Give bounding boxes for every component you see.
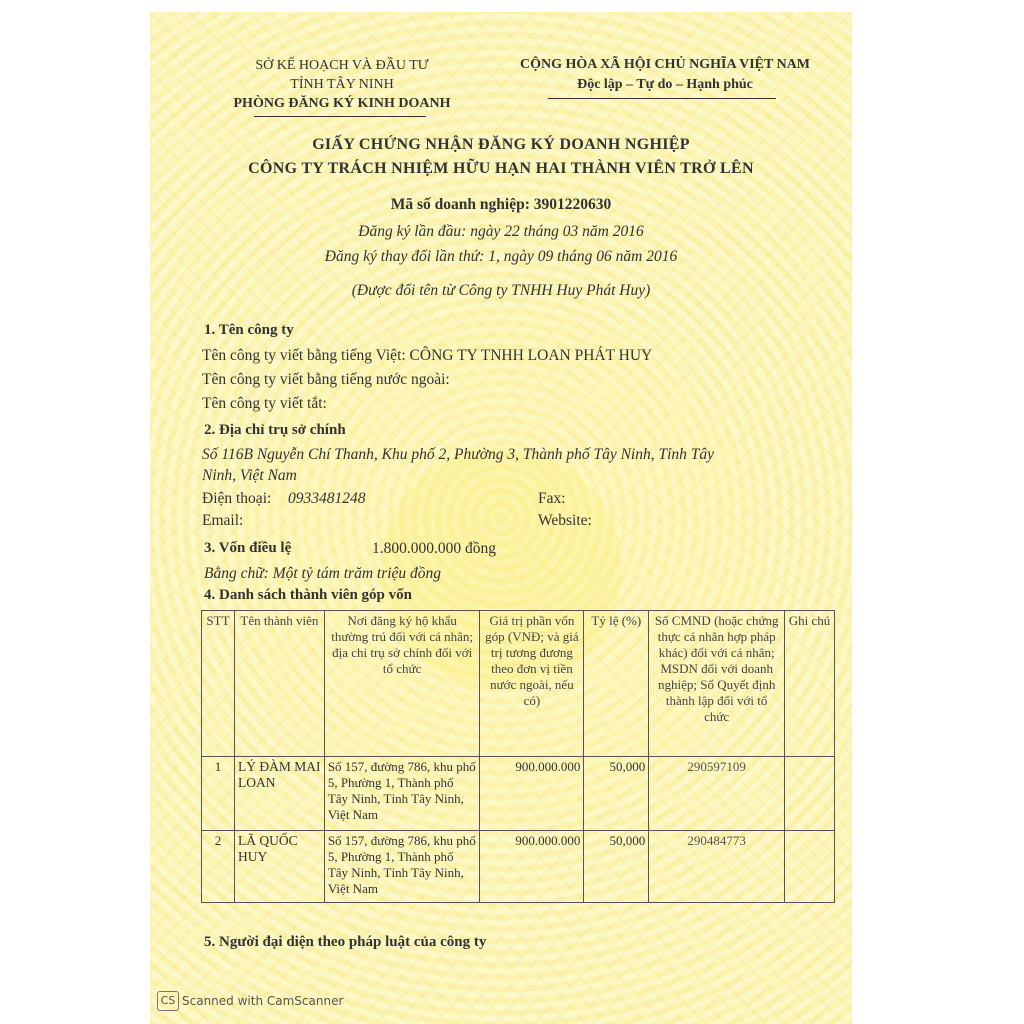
address-line2: Ninh, Việt Nam [202, 467, 297, 484]
phone-label: Điện thoại: [202, 490, 272, 507]
row-note [785, 757, 835, 831]
row-address: Số 157, đường 786, khu phố 5, Phường 1, Thành phố Tây Ninh, Tỉnh Tây Ninh, Việt Nam [324, 831, 480, 903]
address-line1: Số 116B Nguyễn Chí Thanh, Khu phố 2, Phường 3, Thành phố Tây Ninh, Tỉnh Tây [202, 446, 715, 463]
company-name-foreign: Tên công ty viết bằng tiếng nước ngoài: [202, 371, 450, 388]
row-capital: 900.000.000 [480, 757, 584, 831]
row-address: Số 157, đường 786, khu phố 5, Phường 1, Thành phố Tây Ninh, Tỉnh Tây Ninh, Việt Nam [324, 757, 480, 831]
company-name-short: Tên công ty viết tắt: [202, 395, 327, 412]
col-capital: Giá trị phần vốn góp (VNĐ; và giá trị tương đương theo đơn vị tiền nước ngoài, nếu có) [480, 611, 584, 757]
row-stt: 2 [202, 831, 235, 903]
camscanner-logo-icon: CS [157, 991, 179, 1011]
header-left-line3: PHÒNG ĐĂNG KÝ KINH DOANH [233, 96, 451, 111]
camscanner-watermark [157, 991, 343, 1011]
row-id-number: 290597109 [649, 757, 785, 831]
section1-heading: 1. Tên công ty [204, 322, 294, 338]
col-note: Ghi chú [785, 611, 835, 757]
phone-value: 0933481248 [288, 490, 366, 507]
section5-heading: 5. Người đại diện theo pháp luật của công ty [204, 934, 487, 950]
row-note [785, 831, 835, 903]
change-registration: Đăng ký thay đổi lần thứ: 1, ngày 09 tháng 06 năm 2016 [324, 248, 678, 265]
row-member-name: LÝ ĐÀM MAI LOAN [234, 757, 324, 831]
row-ratio: 50,000 [584, 757, 649, 831]
capital-in-words: Bằng chữ: Một tỷ tám trăm triệu đồng [204, 565, 442, 582]
row-stt: 1 [202, 757, 235, 831]
header-left-line1: SỞ KẾ HOẠCH VÀ ĐẦU TƯ [255, 58, 429, 73]
email-label: Email: [202, 512, 244, 529]
row-capital: 900.000.000 [480, 831, 584, 903]
table-row [202, 831, 835, 903]
table-row [202, 757, 835, 831]
header-left-line2: TỈNH TÂY NINH [290, 77, 394, 92]
fax-label: Fax: [538, 490, 566, 507]
camscanner-text: Scanned with CamScanner [182, 994, 344, 1008]
row-member-name: LÃ QUỐC HUY [234, 831, 324, 903]
first-registration: Đăng ký lần đầu: ngày 22 tháng 03 năm 2016 [358, 223, 644, 240]
issuing-department-header [212, 56, 472, 113]
section4-heading: 4. Danh sách thành viên góp vốn [204, 587, 412, 603]
header-right-line1: CỘNG HÒA XÃ HỘI CHỦ NGHĨA VIỆT NAM [519, 57, 810, 72]
header-right-underline [548, 98, 776, 99]
website-label: Website: [538, 512, 592, 529]
section3-heading: 3. Vốn điều lệ [204, 540, 292, 556]
national-motto-header [490, 55, 840, 95]
table-header-row [202, 611, 835, 757]
header-left-underline [254, 116, 426, 117]
company-type-title: CÔNG TY TRÁCH NHIỆM HỮU HẠN HAI THÀNH VIÊN TRỞ LÊN [248, 160, 754, 177]
certificate-title: GIẤY CHỨNG NHẬN ĐĂNG KÝ DOANH NGHIỆP [312, 136, 690, 153]
col-id-number: Số CMND (hoặc chứng thực cá nhân hợp pháp khác) đối với cá nhân; MSDN đối với doanh nghiệp; Số Quyết định thành lập đối với tổ chức [649, 611, 785, 757]
members-table [201, 610, 835, 903]
col-ratio: Tỷ lệ (%) [584, 611, 649, 757]
header-right-line2: Độc lập – Tự do – Hạnh phúc [577, 77, 753, 92]
row-ratio: 50,000 [584, 831, 649, 903]
col-member-name: Tên thành viên [234, 611, 324, 757]
charter-capital: 1.800.000.000 đồng [372, 540, 496, 557]
company-name-vn: Tên công ty viết bằng tiếng Việt: CÔNG TY TNHH LOAN PHÁT HUY [202, 347, 653, 364]
col-residence: Nơi đăng ký hộ khẩu thường trú đối với cá nhân; địa chỉ trụ sở chính đối với tổ chức [324, 611, 480, 757]
enterprise-code: Mã số doanh nghiệp: 3901220630 [390, 196, 612, 213]
renamed-note: (Được đổi tên từ Công ty TNHH Huy Phát Huy) [351, 282, 651, 299]
row-id-number: 290484773 [649, 831, 785, 903]
col-stt: STT [202, 611, 235, 757]
section2-heading: 2. Địa chỉ trụ sở chính [204, 422, 346, 438]
